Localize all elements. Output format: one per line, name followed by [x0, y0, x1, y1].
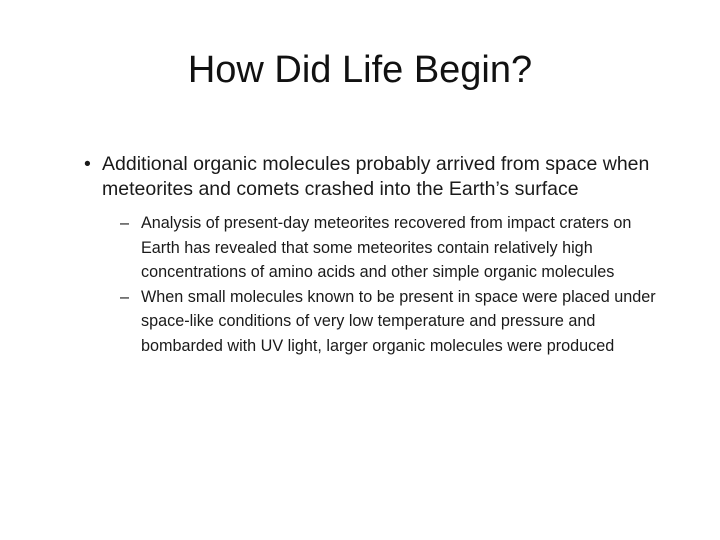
sub-bullet-list: [120, 211, 664, 358]
sub-bullet-item: [120, 285, 664, 359]
sub-bullet-marker: –: [120, 214, 130, 232]
sub-bullet-item: [120, 211, 664, 285]
bullet-text: Additional organic molecules probably arrived from space when meteorites and comets crashed into the Earth’s surface: [102, 153, 650, 200]
sub-bullet-text: When small molecules known to be present in space were placed under space-like conditions of very low temperature and pressure and bombarded with UV light, larger organic molecules were produced: [141, 287, 656, 355]
sub-bullet-marker: –: [120, 287, 130, 306]
slide-title: How Did Life Begin?: [187, 49, 533, 91]
bullet-item: [84, 152, 664, 358]
bullet-marker: •: [84, 153, 91, 175]
sub-bullet-text: Analysis of present-day meteorites recovered from impact craters on Earth has revealed that some meteorites contain relatively high concentrations of amino acids and other simple organic molecules: [141, 214, 632, 281]
bullet-list: [84, 152, 664, 358]
